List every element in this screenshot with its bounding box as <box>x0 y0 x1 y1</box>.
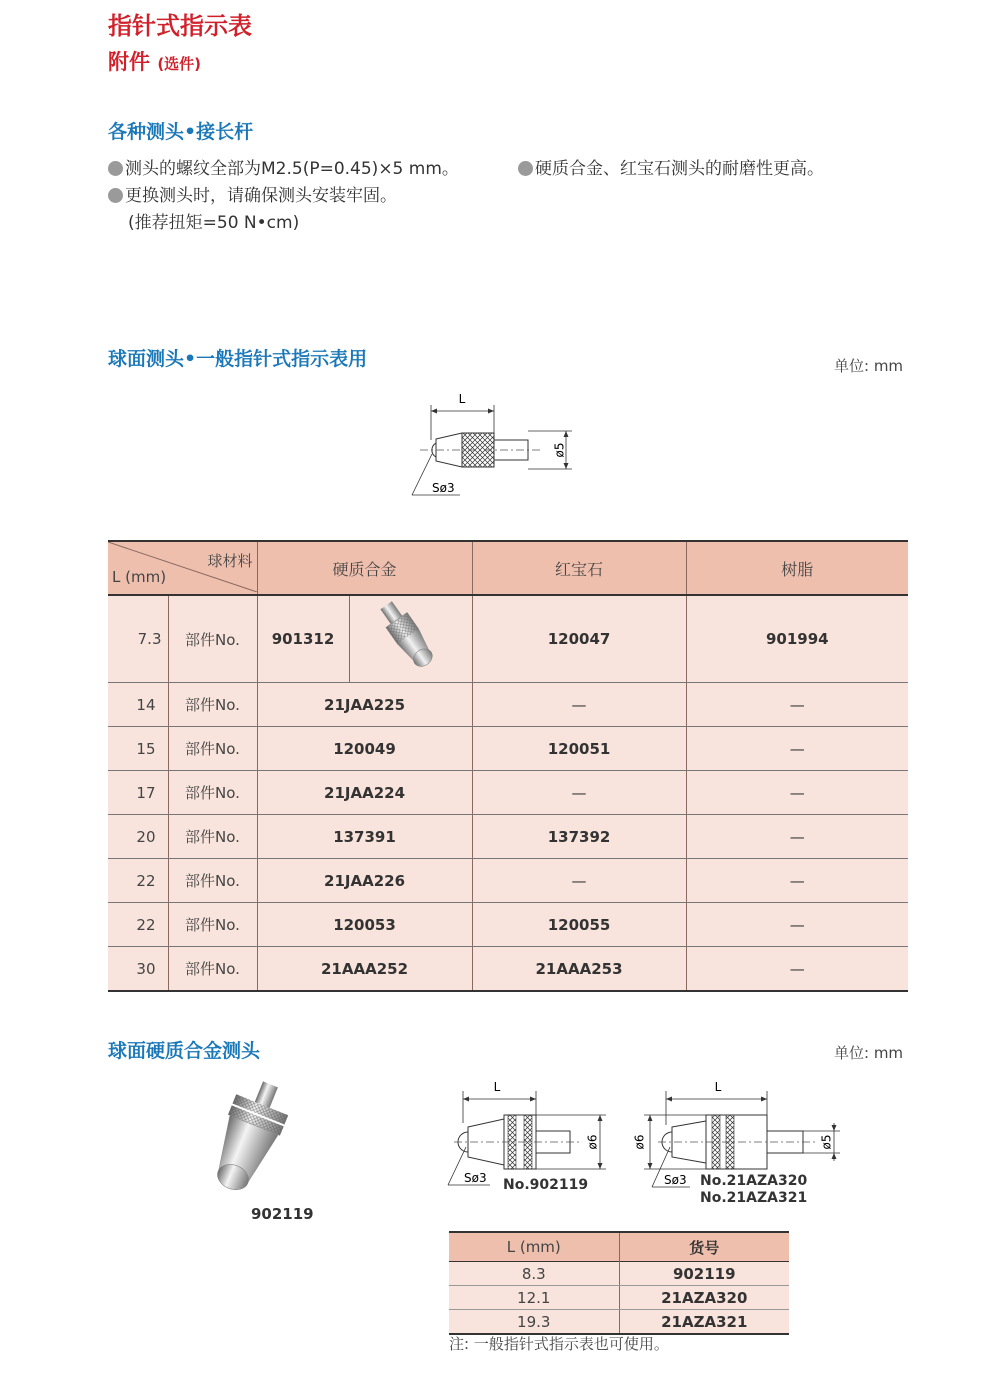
bullet-text: 更换测头时，请确保测头安装牢固。 <box>125 186 397 206</box>
dim-ball-label: Sø3 <box>664 1173 687 1187</box>
part-label-cell: 部件No. <box>168 683 257 727</box>
section3-heading: 球面硬质合金测头 <box>108 1040 261 1062</box>
column-header: 红宝石 <box>472 541 686 595</box>
ruby-cell: — <box>472 771 686 815</box>
resin-cell: — <box>686 771 908 815</box>
ruby-cell: 120047 <box>472 595 686 683</box>
bullet-text: 测头的螺纹全部为M2.5(P=0.45)×5 mm。 <box>125 159 459 179</box>
drawing-caption-line: No.21AZA321 <box>700 1190 808 1206</box>
dim-L-label: L <box>714 1080 722 1094</box>
carbide-cell: 21JAA226 <box>257 859 472 903</box>
carbide-point-table <box>449 1231 789 1335</box>
dim-dia-label: ø6 <box>585 1134 600 1150</box>
code-cell: 21AZA321 <box>619 1310 789 1335</box>
subtitle-note: (选件) <box>157 55 202 73</box>
length-cell: 30 <box>108 947 168 992</box>
page-subtitle <box>108 46 201 76</box>
contact-point-drawing <box>400 385 590 505</box>
table-row <box>108 947 908 992</box>
photo-caption: 902119 <box>251 1205 314 1223</box>
drawing-caption <box>700 1173 807 1207</box>
bullet-dot-icon <box>518 161 533 176</box>
dim-ball-label: Sø3 <box>464 1171 487 1185</box>
ruby-cell: — <box>472 859 686 903</box>
resin-cell: — <box>686 815 908 859</box>
length-cell: 22 <box>108 903 168 947</box>
table-row <box>449 1262 789 1286</box>
table-row <box>449 1286 789 1310</box>
unit-label: 单位: mm <box>834 1044 904 1062</box>
page-title: 指针式指示表 <box>108 12 252 40</box>
table-row <box>108 771 908 815</box>
table-row <box>108 903 908 947</box>
dim-dia-right-label: ø5 <box>819 1134 834 1150</box>
resin-cell: — <box>686 947 908 992</box>
bullet-dot-icon <box>108 161 123 176</box>
length-cell: 7.3 <box>108 595 168 683</box>
table-header-row <box>108 541 908 595</box>
bullet-item <box>108 181 397 206</box>
part-label-cell: 部件No. <box>168 771 257 815</box>
column-header: 货号 <box>619 1232 789 1262</box>
carbide-cell: 21JAA224 <box>257 771 472 815</box>
part-label-cell: 部件No. <box>168 903 257 947</box>
carbide-cell: 120049 <box>257 727 472 771</box>
dim-dia-label: ø5 <box>552 442 567 458</box>
bullet-dot-icon <box>108 188 123 203</box>
unit-label: 单位: mm <box>834 357 904 375</box>
corner-top-label: 球材料 <box>207 552 253 570</box>
column-header: L (mm) <box>449 1232 619 1262</box>
length-cell: 14 <box>108 683 168 727</box>
dim-ball-label: Sø3 <box>432 481 455 495</box>
torque-note: (推荐扭矩=50 N•cm) <box>128 213 300 233</box>
resin-cell: 901994 <box>686 595 908 683</box>
table-row <box>108 859 908 903</box>
resin-cell: — <box>686 683 908 727</box>
contact-point-photo <box>350 596 473 678</box>
resin-cell: — <box>686 727 908 771</box>
ruby-cell: 120055 <box>472 903 686 947</box>
table-row <box>108 683 908 727</box>
bullet-item <box>518 154 824 179</box>
table-header-row <box>449 1232 789 1262</box>
carbide-cell: 120053 <box>257 903 472 947</box>
code-cell: 902119 <box>619 1262 789 1286</box>
contact-point-table <box>108 540 908 992</box>
carbide-point-photo <box>178 1078 318 1203</box>
part-label-cell: 部件No. <box>168 815 257 859</box>
bullet-text: 硬质合金、红宝石测头的耐磨性更高。 <box>535 159 824 179</box>
drawing-caption: No.902119 <box>503 1177 589 1193</box>
code-cell: 21AZA320 <box>619 1286 789 1310</box>
part-label-cell: 部件No. <box>168 947 257 992</box>
table-row <box>449 1310 789 1335</box>
column-header: 树脂 <box>686 541 908 595</box>
subtitle-text: 附件 <box>108 50 150 74</box>
part-label-cell: 部件No. <box>168 595 257 683</box>
table-row <box>108 595 908 683</box>
table-corner-cell <box>108 541 257 595</box>
section2-heading: 球面测头•一般指针式指示表用 <box>108 348 368 370</box>
carbide-cell: 21JAA225 <box>257 683 472 727</box>
table-row <box>108 815 908 859</box>
bullet-item <box>108 154 459 179</box>
resin-cell: — <box>686 859 908 903</box>
table-row <box>108 727 908 771</box>
ruby-cell: — <box>472 683 686 727</box>
ruby-cell: 120051 <box>472 727 686 771</box>
dim-dia-left-label: ø6 <box>632 1134 647 1150</box>
length-cell: 22 <box>108 859 168 903</box>
length-cell: 20 <box>108 815 168 859</box>
carbide-cell: 137391 <box>257 815 472 859</box>
length-cell: 12.1 <box>449 1286 619 1310</box>
length-cell: 19.3 <box>449 1310 619 1335</box>
product-photo-cell <box>349 595 472 683</box>
length-cell: 8.3 <box>449 1262 619 1286</box>
dim-L-label: L <box>458 392 466 406</box>
ruby-cell: 137392 <box>472 815 686 859</box>
drawing-caption-line: No.21AZA320 <box>700 1173 808 1189</box>
corner-bottom-label: L (mm) <box>112 568 167 586</box>
part-label-cell: 部件No. <box>168 727 257 771</box>
ruby-cell: 21AAA253 <box>472 947 686 992</box>
length-cell: 17 <box>108 771 168 815</box>
length-cell: 15 <box>108 727 168 771</box>
section1-heading: 各种测头•接长杆 <box>108 121 254 143</box>
carbide-cell: 21AAA252 <box>257 947 472 992</box>
column-header: 硬质合金 <box>257 541 472 595</box>
carbide-cell: 901312 <box>257 595 349 683</box>
resin-cell: — <box>686 903 908 947</box>
part-label-cell: 部件No. <box>168 859 257 903</box>
footnote: 注: 一般指针式指示表也可使用。 <box>449 1335 669 1353</box>
dim-L-label: L <box>493 1080 501 1094</box>
